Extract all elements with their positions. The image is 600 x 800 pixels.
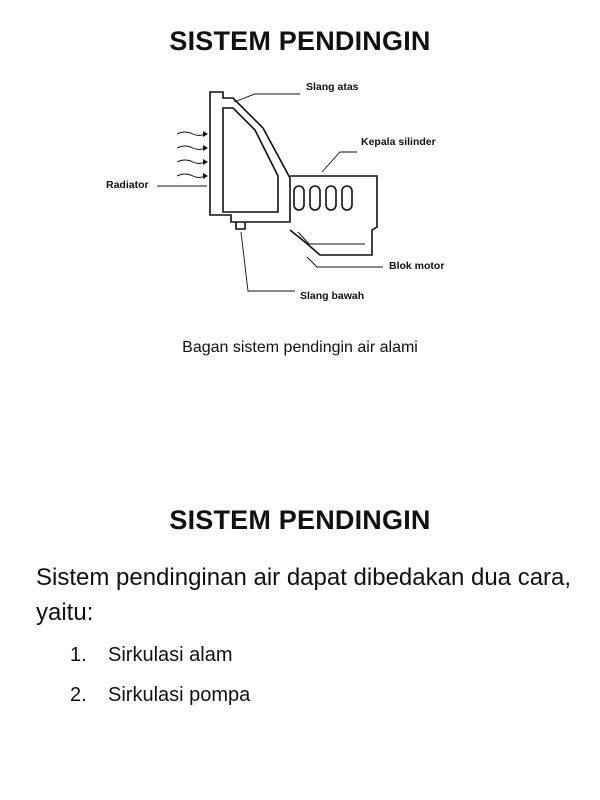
airflow-arrow-4 xyxy=(177,174,205,178)
intro-paragraph: Sistem pendinginan air dapat dibedakan dua cara, yaitu: xyxy=(36,564,572,626)
airflow-arrowhead-4 xyxy=(203,173,208,179)
slide-2-title: SISTEM PENDINGIN xyxy=(169,505,431,535)
list-item-label: Sirkulasi pompa xyxy=(108,684,251,706)
slide-1-title: SISTEM PENDINGIN xyxy=(169,26,431,56)
label-blok-motor: Blok motor xyxy=(389,260,445,272)
block-shading xyxy=(298,232,365,244)
cooling-methods-list xyxy=(70,644,250,724)
radiator-inner xyxy=(223,108,278,212)
airflow-arrowhead-3 xyxy=(203,159,208,165)
airflow-arrow-3 xyxy=(177,160,205,164)
diagram-caption: Bagan sistem pendingin air alami xyxy=(182,339,418,356)
label-slang-atas: Slang atas xyxy=(306,81,359,93)
cylinder-2 xyxy=(310,186,320,210)
label-radiator: Radiator xyxy=(106,179,149,191)
leader-slang-bawah xyxy=(241,232,295,291)
list-item-number: 2. xyxy=(70,684,87,706)
list-item-number: 1. xyxy=(70,644,87,666)
leader-kepala-silinder xyxy=(322,152,357,172)
airflow-arrow-1 xyxy=(177,132,205,136)
label-slang-bawah: Slang bawah xyxy=(300,290,365,302)
cylinder-4 xyxy=(342,186,352,210)
cooling-system-diagram xyxy=(95,72,475,317)
airflow-arrow-2 xyxy=(177,146,205,150)
leader-slang-atas xyxy=(234,94,300,102)
label-kepala-silinder: Kepala silinder xyxy=(361,136,436,148)
list-item xyxy=(70,684,250,724)
airflow-arrowhead-1 xyxy=(203,131,208,137)
list-item-label: Sirkulasi alam xyxy=(108,644,233,666)
airflow-arrowhead-2 xyxy=(203,145,208,151)
cylinder-3 xyxy=(326,186,336,210)
diagram-drawing xyxy=(95,72,475,317)
cylinder-1 xyxy=(294,186,304,210)
leader-blok-motor xyxy=(307,257,383,267)
lower-hose xyxy=(236,222,245,229)
list-item xyxy=(70,644,250,684)
